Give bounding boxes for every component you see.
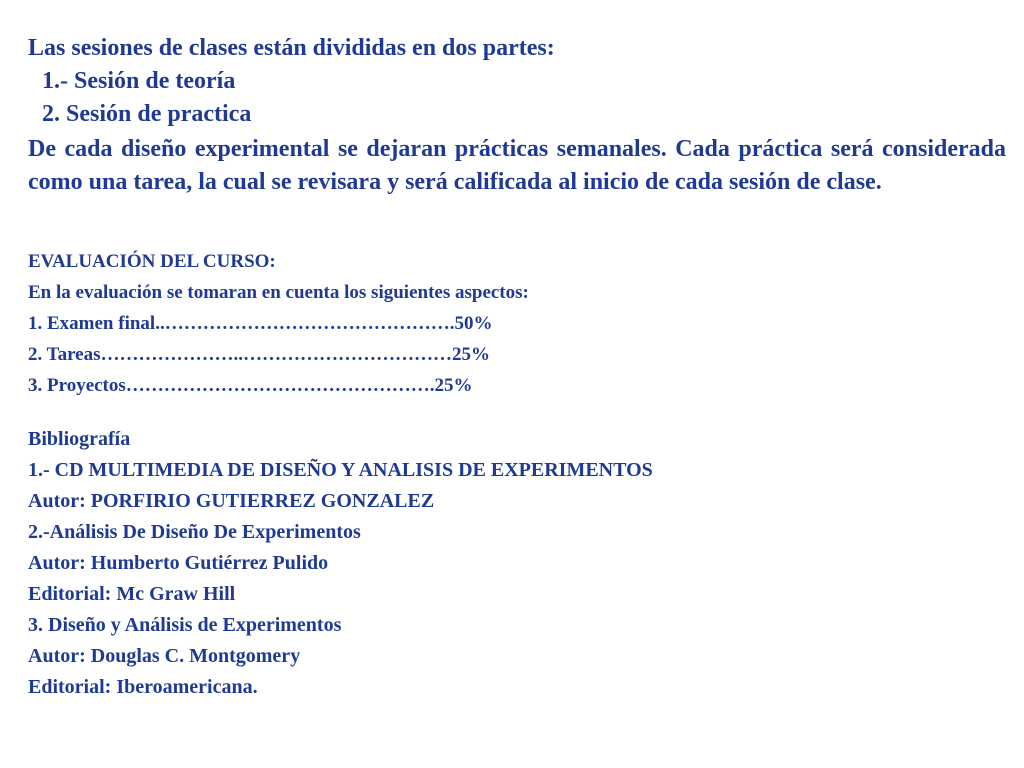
session-item-theory: 1.- Sesión de teoría [42,68,236,94]
bibliography-line: 2.-Análisis De Diseño De Experimentos [28,521,361,543]
evaluation-item-exam: 1. Examen final..……………………………………….50% [28,313,493,334]
bibliography-line: Autor: Douglas C. Montgomery [28,645,301,667]
bibliography-line: 3. Diseño y Análisis de Experimentos [28,614,342,636]
bibliography-line: Editorial: Mc Graw Hill [28,583,236,605]
evaluation-item-projects: 3. Proyectos………………………………………….25% [28,375,473,396]
bibliography-line: 1.- CD MULTIMEDIA DE DISEÑO Y ANALISIS DE EXPERIMENTOS [28,459,653,481]
bibliography-line: Editorial: Iberoamericana. [28,676,258,698]
sessions-section [28,32,1006,199]
sessions-paragraph: De cada diseño experimental se dejaran prácticas semanales. Cada práctica será considerada como una tarea, la cual se revisara y será calificada al inicio de cada sesión de clase. [28,136,1006,195]
evaluation-intro: En la evaluación se tomaran en cuenta los siguientes aspectos: [28,282,529,303]
evaluation-section [28,246,928,401]
evaluation-title: EVALUACIÓN DEL CURSO: [28,251,276,272]
evaluation-item-homework: 2. Tareas…………………..……………………………25% [28,344,491,365]
sessions-heading: Las sesiones de clases están divididas en dos partes: [28,35,555,61]
bibliography-line: Autor: Humberto Gutiérrez Pulido [28,552,329,574]
bibliography-line: Autor: PORFIRIO GUTIERREZ GONZALEZ [28,490,435,512]
bibliography-title: Bibliografía [28,428,131,450]
session-item-practice: 2. Sesión de practica [42,101,252,127]
bibliography-section [28,424,928,703]
